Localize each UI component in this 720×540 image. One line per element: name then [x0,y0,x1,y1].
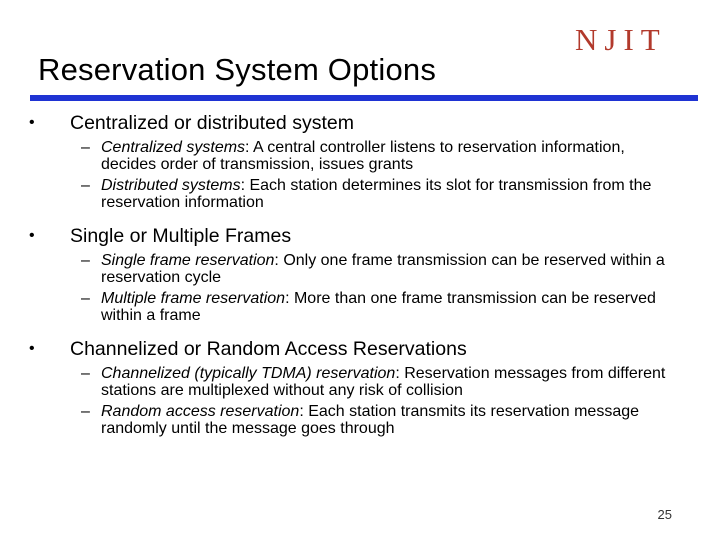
dash-icon: – [81,365,90,382]
sub-bullet-text: : Only one frame transmission can be reserved within a reservation cycle [101,252,665,286]
sub-bullet-item [81,403,681,437]
dash-icon: – [81,252,90,269]
sub-bullet-item [81,139,681,173]
bullet-item [29,337,720,361]
sub-bullet-text: : Each station transmits its reservation message randomly until the message goes through [101,403,640,437]
sub-bullet-text: : Each station determines its slot for transmission from the reservation information [101,177,652,211]
bullet-list [0,108,720,437]
sub-bullet-item [81,252,681,286]
sub-bullet-term: Channelized (typically TDMA) reservation [101,365,396,382]
dash-icon: – [81,177,90,194]
bullet-heading: Centralized or distributed system [70,112,354,134]
sub-bullet-item [81,290,681,324]
sub-bullet-item [81,365,681,399]
sub-bullet-item [81,177,681,211]
bullet-icon: • [29,340,35,357]
bullet-heading: Channelized or Random Access Reservations [70,338,467,360]
sub-bullet-term: Random access reservation [101,403,300,420]
title-divider [30,95,698,101]
dash-icon: – [81,290,90,307]
slide-title: Reservation System Options [38,52,437,87]
bullet-item [29,224,720,248]
sub-bullet-text: : More than one frame transmission can be reserved within a frame [101,290,656,324]
sub-bullet-term: Distributed systems [101,177,241,194]
bullet-icon: • [29,114,35,131]
bullet-item [29,111,720,135]
dash-icon: – [81,403,90,420]
sub-bullet-term: Centralized systems [101,139,246,156]
sub-bullet-text: : A central controller listens to reservation information, decides order of transmission, issues grants [101,139,625,173]
sub-bullet-term: Multiple frame reservation [101,290,286,307]
njit-logo: NJIT [575,22,667,57]
sub-bullet-term: Single frame reservation [101,252,275,269]
dash-icon: – [81,139,90,156]
sub-bullet-text: : Reservation messages from different stations are multiplexed without any risk of collision [101,365,666,399]
bullet-icon: • [29,227,35,244]
page-number: 25 [657,507,672,522]
bullet-heading: Single or Multiple Frames [70,225,292,247]
